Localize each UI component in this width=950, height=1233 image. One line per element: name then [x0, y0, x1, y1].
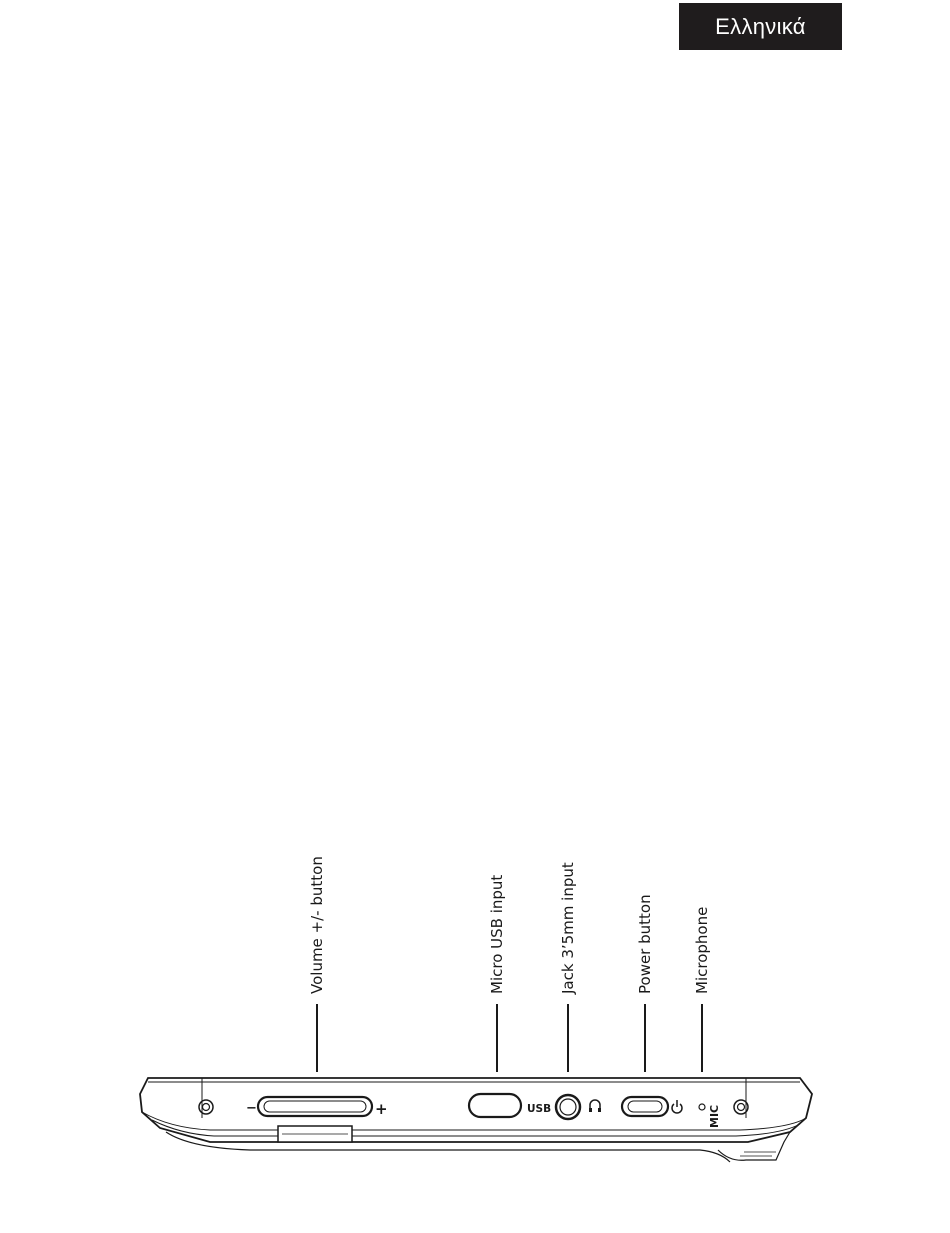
volume-rocker-outer: [258, 1097, 372, 1116]
power-button-outer: [622, 1097, 668, 1116]
callout-volume: [308, 856, 326, 1072]
callout-label-volume: Volume +/- button: [308, 856, 326, 994]
power-button-inner: [628, 1101, 662, 1112]
volume-minus-label: −: [246, 1101, 257, 1116]
callout-label-usb: Micro USB input: [488, 874, 506, 994]
usb-port-outline: [469, 1094, 521, 1117]
callout-mic: [693, 907, 711, 1072]
callout-label-power: Power button: [636, 894, 654, 994]
volume-plus-label: +: [375, 1100, 388, 1118]
callout-jack: [559, 862, 577, 1072]
power-icon: [672, 1100, 682, 1113]
language-label: Ελληνικά: [715, 13, 806, 39]
card-slot: [278, 1126, 352, 1142]
callout-usb: [488, 875, 506, 1072]
callout-power: [636, 894, 654, 1072]
screw-left-icon: [199, 1100, 213, 1114]
power-button[interactable]: [622, 1097, 668, 1116]
mic-label: MIC: [708, 1104, 721, 1128]
microphone: [699, 1104, 721, 1128]
volume-rocker-inner: [264, 1101, 366, 1112]
micro-usb-port[interactable]: [469, 1094, 551, 1117]
volume-rocker[interactable]: [246, 1097, 388, 1118]
jack-inner: [560, 1099, 576, 1115]
headphones-icon: [589, 1100, 601, 1112]
callout-label-jack: Jack 3’5mm input: [559, 862, 577, 994]
headphone-jack[interactable]: [556, 1095, 580, 1119]
usb-port-label: USB: [527, 1103, 552, 1115]
mic-hole: [699, 1104, 705, 1110]
device-lower-edge-2: [152, 1120, 800, 1136]
callout-label-mic: Microphone: [693, 906, 711, 994]
